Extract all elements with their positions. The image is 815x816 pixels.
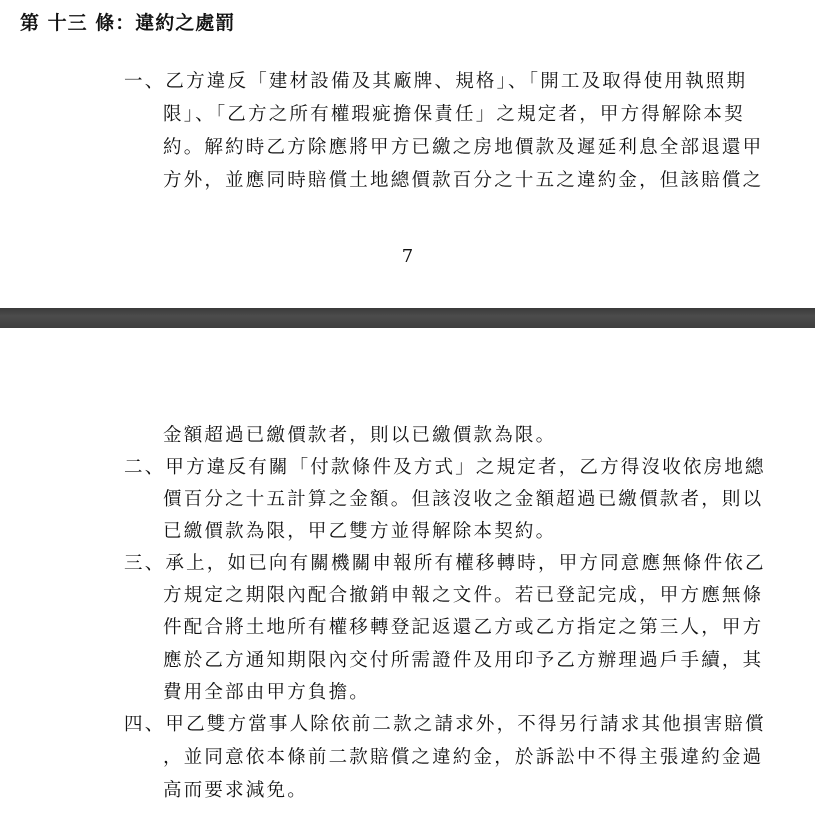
clause-line: 限」、「乙方之所有權瑕疵擔保責任」之規定者，甲方得解除本契	[163, 104, 745, 125]
page-separator	[0, 308, 815, 328]
clause-line: 一、乙方違反「建材設備及其廠牌、規格」、「開工及取得使用執照期	[124, 71, 748, 92]
page-number: 7	[401, 246, 414, 267]
clause-line: 二、甲方違反有關「付款條件及方式」之規定者，乙方得沒收依房地總	[124, 457, 766, 478]
document-page-bottom	[0, 328, 815, 816]
clause-line: 件配合將土地所有權移轉登記返還乙方或乙方指定之第三人，甲方	[163, 617, 764, 638]
clause-line: 方規定之期限內配合撤銷申報之文件。若已登記完成，甲方應無條	[163, 585, 764, 606]
clause-line: 費用全部由甲方負擔。	[163, 682, 371, 703]
clause-line: 約。解約時乙方除應將甲方已繳之房地價款及遲延利息全部退還甲	[163, 137, 764, 158]
clause-line: 金額超過已繳價款者，則以已繳價款為限。	[163, 425, 557, 446]
clause-line: 應於乙方通知期限內交付所需證件及用印予乙方辦理過戶手續，其	[163, 650, 764, 671]
clause-line: 三、承上，如已向有關機關申報所有權移轉時，甲方同意應無條件依乙	[124, 553, 766, 574]
clause-line: 價百分之十五計算之金額。但該沒收之金額超過已繳價款者，則以	[163, 489, 764, 510]
clause-line: 方外，並應同時賠償土地總價款百分之十五之違約金，但該賠償之	[163, 170, 764, 191]
article-title: 第 十三 條：違約之處罰	[20, 12, 236, 34]
document-page-top	[0, 0, 815, 308]
clause-line: 已繳價款為限，甲乙雙方並得解除本契約。	[163, 521, 557, 542]
clause-line: 四、甲乙雙方當事人除依前二款之請求外，不得另行請求其他損害賠償	[124, 714, 766, 735]
clause-line: 高而要求減免。	[163, 780, 308, 801]
clause-line: ，並同意依本條前二款賠償之違約金，於訴訟中不得主張違約金過	[163, 747, 764, 768]
